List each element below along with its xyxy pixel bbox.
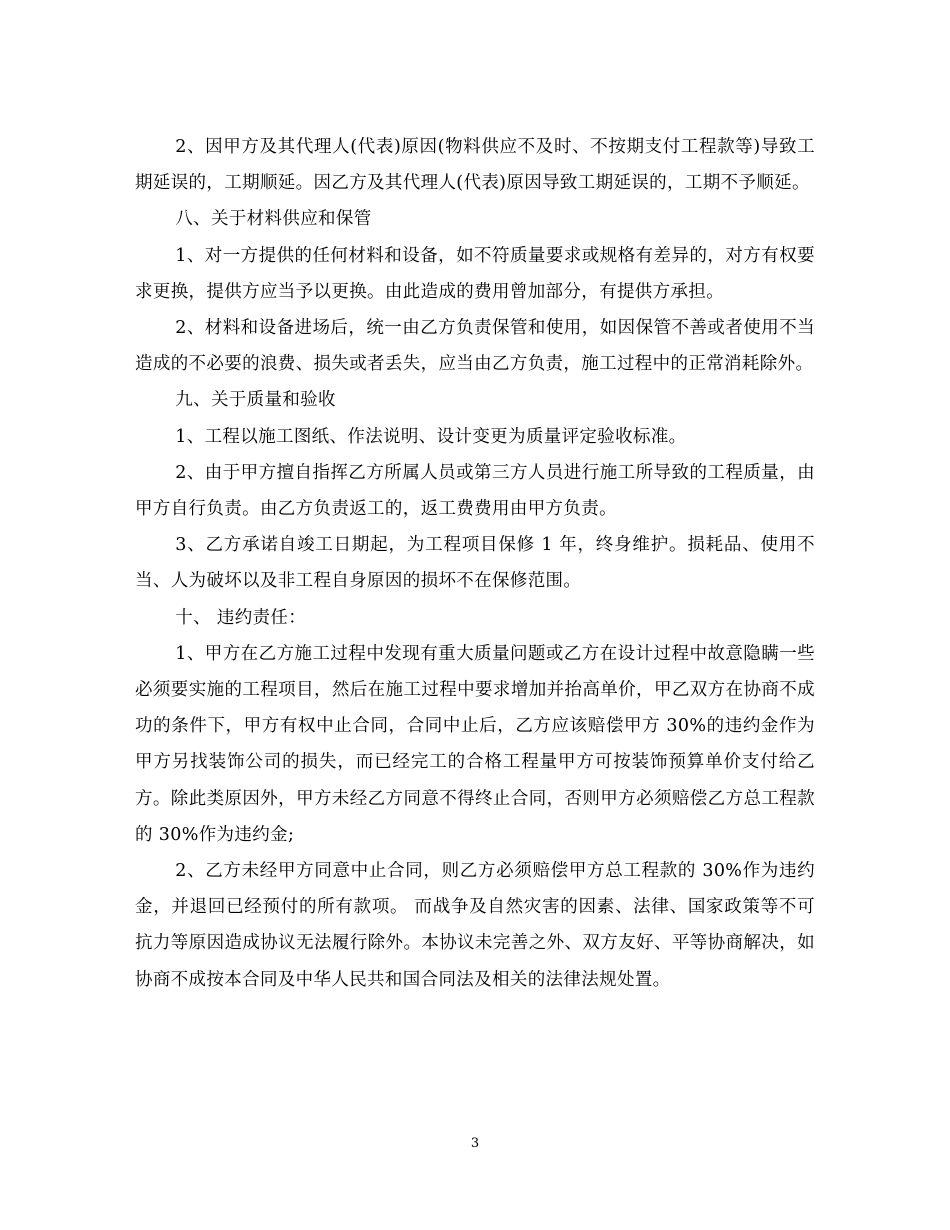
paragraph-quality-clause-1: 1、工程以施工图纸、作法说明、设计变更为质量评定验收标准。 bbox=[175, 426, 687, 447]
paragraph-quality-clause-3: 3、乙方承诺自竣工日期起，为工程项目保修 1 年，终身维护。损耗品、使用不当、人为破坏以及非工程自身原因的损坏不在保修范围。 bbox=[135, 535, 815, 592]
document-body bbox=[135, 129, 815, 998]
section-heading-breach: 十、 违约责任： bbox=[175, 607, 307, 628]
section-heading-quality: 九、关于质量和验收 bbox=[175, 390, 336, 411]
section-heading-materials: 八、关于材料供应和保管 bbox=[175, 209, 372, 230]
paragraph-breach-clause-1: 1、甲方在乙方施工过程中发现有重大质量问题或乙方在设计过程中故意隐瞒一些必须要实施的工程项目，然后在施工过程中要求增加并抬高单价，甲乙双方在协商不成功的条件下，甲方有权中止合同，合同中止后，乙方应该赔偿甲方 30%的违约金作为甲方另找装饰公司的损失，而已经完工的合格工程量甲方可按装饰预算单价支付给乙方。除此类原因外，甲方未经乙方同意不得终止合同，否则甲方必须赔偿乙方总工程款的 30%作为违约金; bbox=[135, 643, 815, 845]
paragraph-quality-clause-2: 2、由于甲方擅自指挥乙方所属人员或第三方人员进行施工所导致的工程质量，由甲方自行负责。由乙方负责返工的，返工费费用由甲方负责。 bbox=[135, 462, 815, 520]
paragraph-breach-clause-2: 2、乙方未经甲方同意中止合同，则乙方必须赔偿甲方总工程款的 30%作为违约金，并退回已经预付的所有款项。 而战争及自然灾害的因素、法律、国家政策等不可抗力等原因造成协议无法履行除外。本协议未完善之外、双方友好、平等协商解决，如协商不成按本合同及中华人民共和国合同法及相关的法律法规处置。 bbox=[135, 861, 815, 990]
paragraph-materials-clause-1: 1、对一方提供的任何材料和设备，如不符质量要求或规格有差异的，对方有权要求更换，提供方应当予以更换。由此造成的费用曾加部分，有提供方承担。 bbox=[135, 245, 815, 302]
paragraph-delay-clause-2: 2、因甲方及其代理人(代表)原因(物料供应不及时、不按期支付工程款等)导致工期延误的，工期顺延。因乙方及其代理人(代表)原因导致工期延误的，工期不予顺延。 bbox=[135, 137, 815, 194]
page-number: 3 bbox=[470, 1136, 480, 1151]
paragraph-materials-clause-2: 2、材料和设备进场后，统一由乙方负责保管和使用，如因保管不善或者使用不当造成的不必要的浪费、损失或者丢失，应当由乙方负责，施工过程中的正常消耗除外。 bbox=[135, 318, 815, 375]
